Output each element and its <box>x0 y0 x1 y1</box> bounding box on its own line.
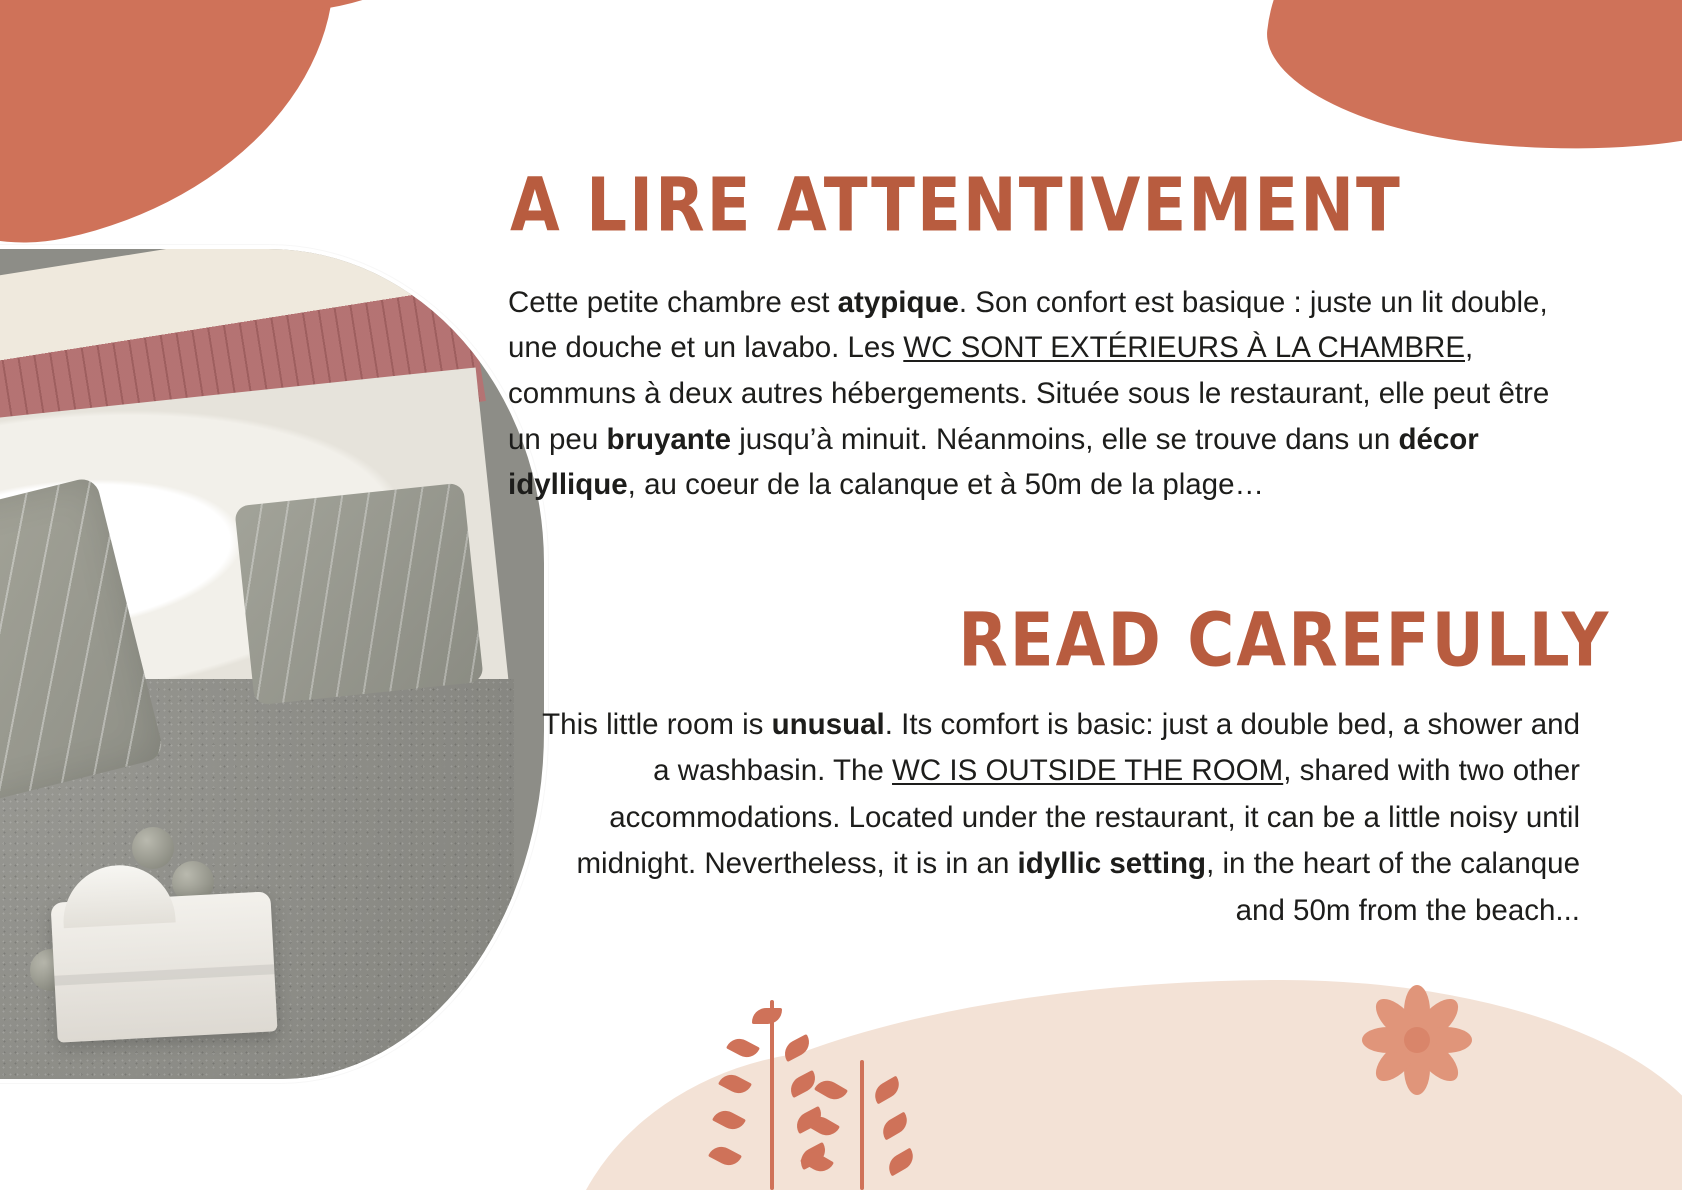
paragraph-segment: , communs à deux autres hébergements. Située sous le restaurant, elle peut être un peu <box>508 331 1550 456</box>
photo-towels <box>50 891 277 1042</box>
photo-pompom <box>132 827 174 869</box>
bedroom-photo <box>0 245 540 1075</box>
page-title-english: READ CAREFULLY <box>957 597 1610 684</box>
paragraph-segment: unusual <box>771 707 885 741</box>
paragraph-segment: This little room is <box>542 707 772 741</box>
photo-mask <box>0 245 548 1083</box>
paragraph-english <box>530 702 1580 935</box>
flower-icon <box>1362 985 1472 1095</box>
leaf-branch-small-icon <box>790 1060 930 1190</box>
coral-blob-top-left-icon <box>0 0 380 279</box>
paragraph-segment: idyllic setting <box>1017 847 1207 881</box>
paragraph-segment: WC SONT EXTÉRIEURS À LA CHAMBRE <box>903 331 1465 365</box>
paragraph-segment: Cette petite chambre est <box>508 285 838 319</box>
paragraph-french <box>508 280 1578 509</box>
paragraph-segment: WC IS OUTSIDE THE ROOM <box>892 754 1284 788</box>
paragraph-segment: , shared with two other accommodations. Located under the restaurant, it can be a little noisy until midnight. Nevertheless, it is in an <box>576 754 1580 881</box>
paragraph-segment: jusqu’à minuit. Néanmoins, elle se trouve dans un <box>731 422 1399 456</box>
paragraph-segment: . Son confort est basique : juste un lit double, une douche et un lavabo. Les <box>508 285 1548 365</box>
paragraph-segment: . Its comfort is basic: just a double bed, a shower and a washbasin. The <box>653 707 1580 788</box>
paragraph-segment: , in the heart of the calanque and 50m from the beach... <box>1206 847 1580 927</box>
paragraph-segment: décor idyllique <box>508 422 1479 502</box>
paragraph-segment: bruyante <box>606 422 732 456</box>
photo-cushion-right <box>234 483 484 706</box>
page-title-french: A LIRE ATTENTIVEMENT <box>510 162 1402 249</box>
paragraph-segment: , au coeur de la calanque et à 50m de la plage… <box>627 468 1264 502</box>
paragraph-segment: atypique <box>837 285 959 319</box>
